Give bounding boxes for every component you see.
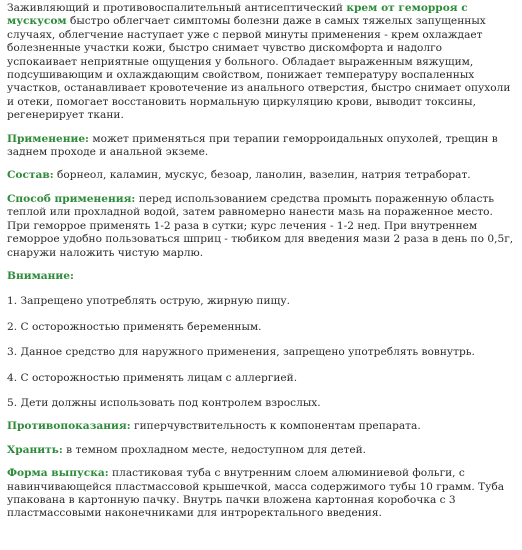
form-section bbox=[7, 467, 515, 521]
storage-label: Хранить: bbox=[7, 443, 63, 456]
storage-text: в темном прохладном месте, недоступном для детей. bbox=[66, 443, 367, 456]
product-name: крем от геморроя с мускусом bbox=[7, 2, 468, 28]
method-text: перед использованием средства промыть пораженную область теплой или прохладной водой, затем равномерно нанести мазь на пораженное место. При геморрое применять 1-2 раза в сутки; курс лечения - 1-2 нед. При внутреннем геморрое удобно пользоваться шприц - тюбиком для введения мази 2 раза в день по 0,5г, снаружи наложить чистую марлю. bbox=[7, 192, 514, 259]
composition-section bbox=[7, 169, 515, 182]
intro-lead: Заживляющий и противовоспалительный антисептический bbox=[7, 2, 343, 14]
method-label: Способ применения: bbox=[7, 192, 136, 205]
method-section bbox=[7, 193, 515, 260]
contraindications-section bbox=[7, 420, 515, 433]
intro-text: быстро облегчает симптомы болезни даже в самых тяжелых запущенных случаях, облегчение наступает уже с первой минуты применения - крем охлаждает болезненные участки кожи, быстро снимает чувство дискомфорта и надолго успокаивает неприятные ощущения у больного. Обладает выраженным вяжущим, подсушивающим и охлаждающим свойством, понижает температуру воспаленных участков, останавливает кровотечение из анального отверстия, быстро снимает опухоли и отеки, помогает восстановить нормальную циркуляцию крови, выводит токсины, регенерирует ткани. bbox=[7, 15, 511, 122]
attention-item: 1. Запрещено употреблять острую, жирную пищу. bbox=[7, 295, 290, 308]
composition-label: Состав: bbox=[7, 169, 54, 182]
usage-label: Применение: bbox=[7, 132, 89, 145]
form-label: Форма выпуска: bbox=[7, 467, 109, 480]
intro-paragraph bbox=[7, 2, 515, 123]
usage-text: может применяться при терапии геморроидальных опухолей, трещин в заднем проходе и анальной экземе. bbox=[7, 132, 498, 159]
storage-section bbox=[7, 444, 515, 457]
attention-heading bbox=[7, 270, 515, 283]
composition-text: борнеол, каламин, мускус, безоар, ланолин, вазелин, натрия тетраборат. bbox=[57, 169, 471, 182]
usage-section bbox=[7, 133, 515, 160]
attention-item: 4. С осторожностью применять лицам с аллергией. bbox=[7, 371, 298, 384]
attention-item: 5. Дети должны использовать под контролем взрослых. bbox=[7, 396, 321, 409]
attention-item: 3. Данное средство для наружного применения, запрещено употреблять вовнутрь. bbox=[7, 346, 475, 359]
contraindications-text: гиперчувствительность к компонентам препарата. bbox=[134, 420, 421, 433]
attention-item: 2. С осторожностью применять беременным. bbox=[7, 320, 262, 333]
contraindications-label: Противопоказания: bbox=[7, 420, 131, 433]
attention-label: Внимание: bbox=[7, 269, 74, 282]
form-text: пластиковая туба с внутренним слоем алюминиевой фольги, с навинчивающейся пластмассовой крышечкой, масса содержимого тубы 10 грамм. Туба упакована в картонную пачку. Внутрь пачки вложена картонная коробочка с 3 пластмассовыми наконечниками для интроректального введения. bbox=[7, 467, 505, 520]
